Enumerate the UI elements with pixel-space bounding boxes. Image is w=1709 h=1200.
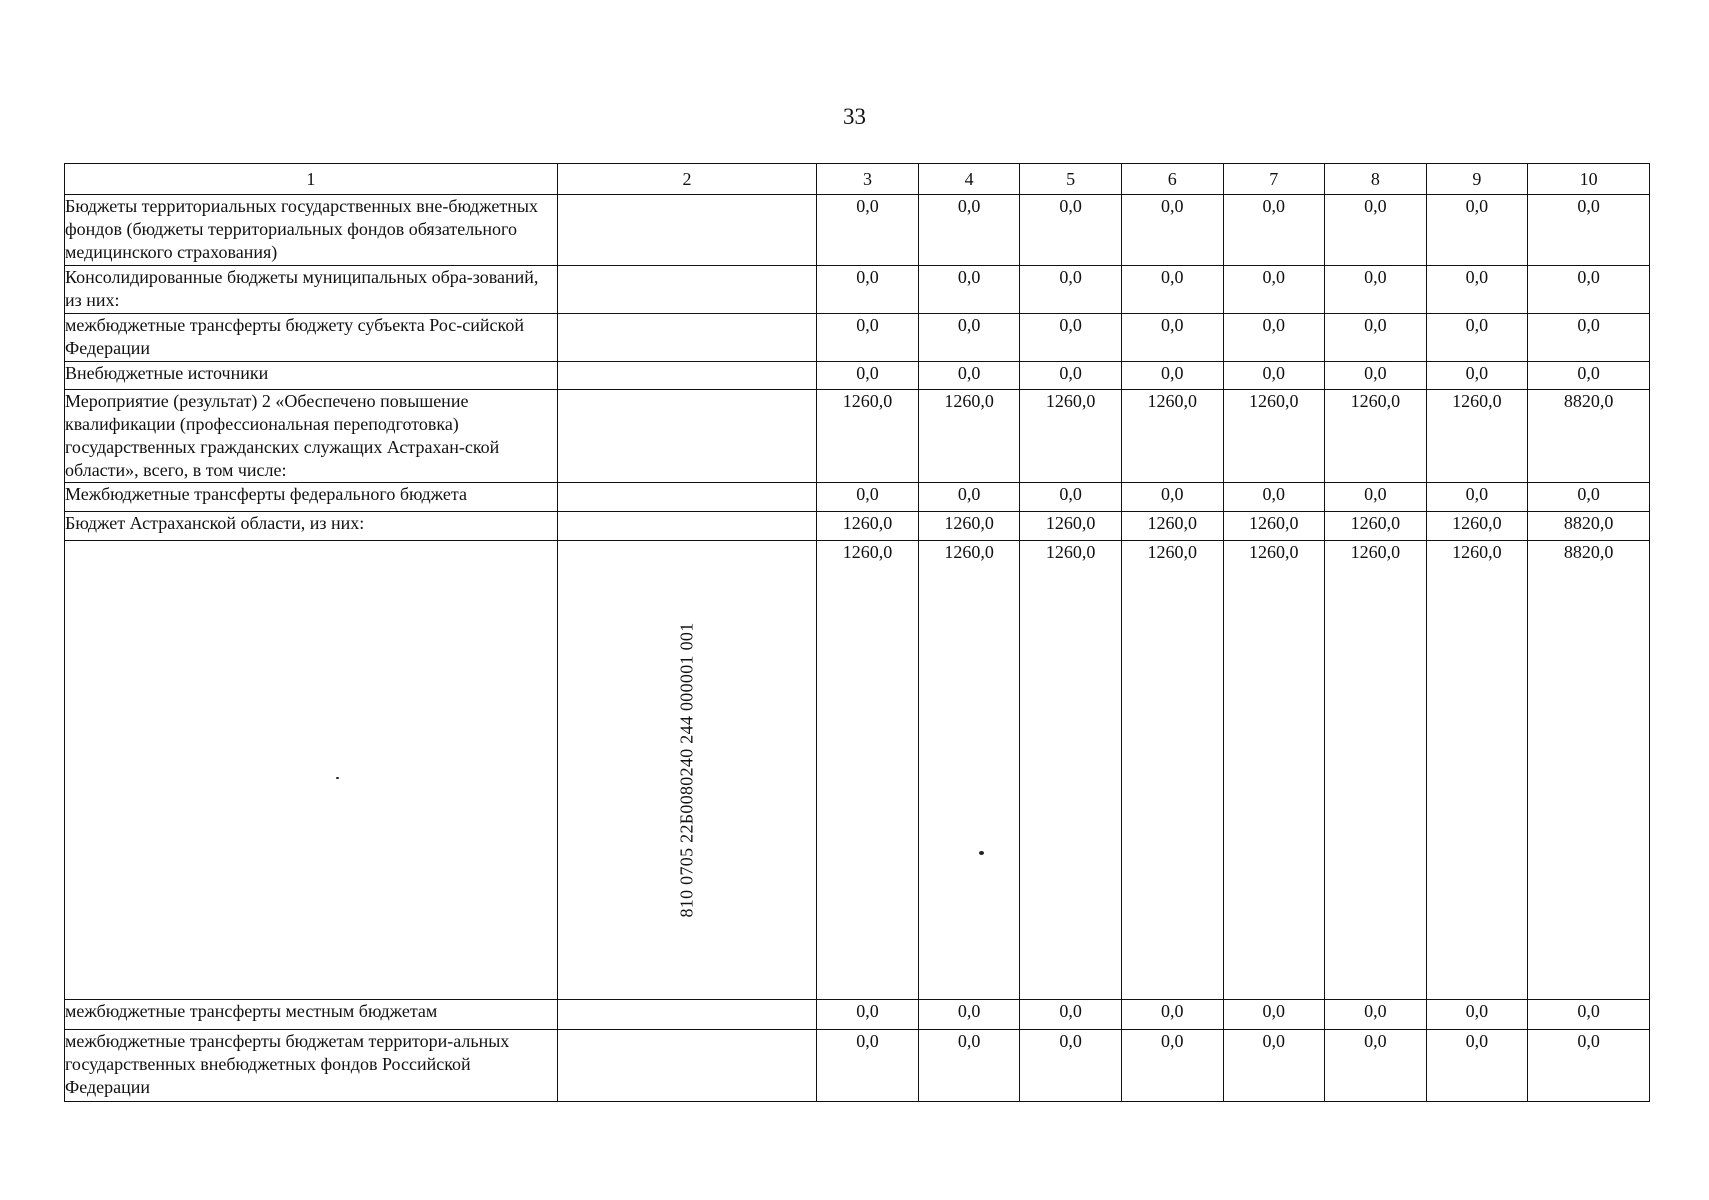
budget-classification-code: 810 0705 22Б0080240 244 000001 001 bbox=[676, 622, 697, 918]
budget-code-cell bbox=[557, 266, 816, 314]
value-cell: 0,0 bbox=[1020, 1030, 1122, 1102]
value-cell: 0,0 bbox=[1528, 483, 1650, 512]
row-label: Мероприятие (результат) 2 «Обеспечено повышение квалификации (профессиональная переподготовка) государственных гражданских служащих Астрахан-ской области», всего, в том числе: bbox=[65, 390, 558, 483]
scan-speck bbox=[979, 851, 984, 855]
value-cell: 0,0 bbox=[1223, 362, 1325, 390]
value-cell: 1260,0 bbox=[918, 512, 1020, 541]
row-label: Консолидированные бюджеты муниципальных обра-зований, из них: bbox=[65, 266, 558, 314]
value-cell: 1260,0 bbox=[1223, 512, 1325, 541]
value-cell: 0,0 bbox=[1528, 362, 1650, 390]
row-label: межбюджетные трансферты бюджету субъекта Рос-сийской Федерации bbox=[65, 314, 558, 362]
value-cell: 0,0 bbox=[1020, 314, 1122, 362]
value-cell: 1260,0 bbox=[1121, 512, 1223, 541]
value-cell: 0,0 bbox=[918, 362, 1020, 390]
table-row bbox=[65, 512, 1650, 541]
budget-code-cell bbox=[557, 314, 816, 362]
value-cell: 0,0 bbox=[1528, 266, 1650, 314]
table-row bbox=[65, 1030, 1650, 1102]
value-cell: 1260,0 bbox=[918, 390, 1020, 483]
column-header: 9 bbox=[1426, 164, 1528, 195]
scan-speck bbox=[336, 777, 339, 779]
value-cell: 0,0 bbox=[918, 1000, 1020, 1030]
value-cell: 0,0 bbox=[817, 1030, 919, 1102]
value-cell: 0,0 bbox=[1020, 1000, 1122, 1030]
value-cell: 0,0 bbox=[918, 195, 1020, 266]
row-label: Бюджет Астраханской области, из них: bbox=[65, 512, 558, 541]
budget-code-cell bbox=[557, 483, 816, 512]
value-cell: 0,0 bbox=[1325, 1030, 1427, 1102]
value-cell: 0,0 bbox=[1528, 1000, 1650, 1030]
value-cell: 1260,0 bbox=[1426, 512, 1528, 541]
column-header: 7 bbox=[1223, 164, 1325, 195]
value-cell: 0,0 bbox=[1223, 483, 1325, 512]
value-cell: 8820,0 bbox=[1528, 390, 1650, 483]
value-cell: 0,0 bbox=[1020, 266, 1122, 314]
column-number-row bbox=[65, 164, 1650, 195]
value-cell: 0,0 bbox=[1223, 195, 1325, 266]
value-cell: 0,0 bbox=[1223, 266, 1325, 314]
column-header: 1 bbox=[65, 164, 558, 195]
table-row bbox=[65, 390, 1650, 483]
value-cell: 0,0 bbox=[1426, 195, 1528, 266]
value-cell: 0,0 bbox=[817, 1000, 919, 1030]
value-cell: 0,0 bbox=[817, 314, 919, 362]
value-cell: 1260,0 bbox=[1325, 541, 1427, 1000]
budget-code-cell bbox=[557, 362, 816, 390]
value-cell: 1260,0 bbox=[1325, 512, 1427, 541]
value-cell: 0,0 bbox=[817, 266, 919, 314]
value-cell: 1260,0 bbox=[1426, 541, 1528, 1000]
column-header: 8 bbox=[1325, 164, 1427, 195]
value-cell: 0,0 bbox=[1325, 314, 1427, 362]
budget-code-cell bbox=[557, 512, 816, 541]
budget-code-cell bbox=[557, 195, 816, 266]
value-cell: 0,0 bbox=[1426, 483, 1528, 512]
value-cell: 0,0 bbox=[1528, 314, 1650, 362]
table-row bbox=[65, 266, 1650, 314]
value-cell: 0,0 bbox=[1121, 1030, 1223, 1102]
value-cell: 0,0 bbox=[1325, 195, 1427, 266]
value-cell: 0,0 bbox=[1325, 483, 1427, 512]
value-cell: 0,0 bbox=[1121, 362, 1223, 390]
value-cell: 0,0 bbox=[1426, 266, 1528, 314]
value-cell: 0,0 bbox=[817, 483, 919, 512]
value-cell: 1260,0 bbox=[817, 512, 919, 541]
value-cell: 0,0 bbox=[1223, 1030, 1325, 1102]
value-cell: 0,0 bbox=[1020, 483, 1122, 512]
budget-code-cell bbox=[557, 390, 816, 483]
value-cell: 0,0 bbox=[1121, 266, 1223, 314]
value-cell: 0,0 bbox=[1020, 362, 1122, 390]
column-header: 6 bbox=[1121, 164, 1223, 195]
value-cell: 0,0 bbox=[817, 195, 919, 266]
value-cell: 1260,0 bbox=[1020, 390, 1122, 483]
value-cell: 8820,0 bbox=[1528, 512, 1650, 541]
value-cell: 1260,0 bbox=[1223, 541, 1325, 1000]
value-cell: 1260,0 bbox=[1121, 390, 1223, 483]
value-cell: 0,0 bbox=[817, 362, 919, 390]
value-cell: 1260,0 bbox=[1325, 390, 1427, 483]
value-cell: 0,0 bbox=[1426, 314, 1528, 362]
table-row bbox=[65, 314, 1650, 362]
value-cell: 8820,0 bbox=[1528, 541, 1650, 1000]
row-label: межбюджетные трансферты местным бюджетам bbox=[65, 1000, 558, 1030]
budget-code-cell bbox=[557, 541, 816, 1000]
value-cell: 1260,0 bbox=[1020, 512, 1122, 541]
value-cell: 0,0 bbox=[1121, 314, 1223, 362]
value-cell: 0,0 bbox=[918, 314, 1020, 362]
value-cell: 1260,0 bbox=[817, 541, 919, 1000]
column-header: 4 bbox=[918, 164, 1020, 195]
table-row bbox=[65, 362, 1650, 390]
value-cell: 0,0 bbox=[918, 483, 1020, 512]
value-cell: 0,0 bbox=[1121, 195, 1223, 266]
budget-code-cell bbox=[557, 1000, 816, 1030]
value-cell: 0,0 bbox=[1325, 1000, 1427, 1030]
column-header: 2 bbox=[557, 164, 816, 195]
table-row bbox=[65, 1000, 1650, 1030]
value-cell: 0,0 bbox=[918, 266, 1020, 314]
column-header: 5 bbox=[1020, 164, 1122, 195]
value-cell: 0,0 bbox=[1426, 1030, 1528, 1102]
value-cell: 1260,0 bbox=[1426, 390, 1528, 483]
budget-code-cell bbox=[557, 1030, 816, 1102]
value-cell: 0,0 bbox=[1121, 483, 1223, 512]
value-cell: 0,0 bbox=[1223, 1000, 1325, 1030]
column-header: 3 bbox=[817, 164, 919, 195]
value-cell: 0,0 bbox=[1121, 1000, 1223, 1030]
value-cell: 0,0 bbox=[1223, 314, 1325, 362]
value-cell: 0,0 bbox=[1426, 1000, 1528, 1030]
value-cell: 1260,0 bbox=[1020, 541, 1122, 1000]
table-row bbox=[65, 483, 1650, 512]
value-cell: 0,0 bbox=[918, 1030, 1020, 1102]
row-label: Бюджеты территориальных государственных вне-бюджетных фондов (бюджеты территориальных фондов обязательного медицинского страхования) bbox=[65, 195, 558, 266]
budget-table bbox=[64, 163, 1650, 1102]
row-label: Межбюджетные трансферты федерального бюджета bbox=[65, 483, 558, 512]
value-cell: 0,0 bbox=[1528, 195, 1650, 266]
table-row bbox=[65, 541, 1650, 1000]
column-header: 10 bbox=[1528, 164, 1650, 195]
value-cell: 0,0 bbox=[1426, 362, 1528, 390]
value-cell: 0,0 bbox=[1020, 195, 1122, 266]
value-cell: 0,0 bbox=[1325, 266, 1427, 314]
table-row bbox=[65, 195, 1650, 266]
value-cell: 1260,0 bbox=[817, 390, 919, 483]
row-label: Внебюджетные источники bbox=[65, 362, 558, 390]
value-cell: 0,0 bbox=[1325, 362, 1427, 390]
page-number: 33 bbox=[843, 104, 866, 129]
row-label bbox=[65, 541, 558, 1000]
value-cell: 0,0 bbox=[1528, 1030, 1650, 1102]
value-cell: 1260,0 bbox=[1223, 390, 1325, 483]
value-cell: 1260,0 bbox=[918, 541, 1020, 1000]
row-label: межбюджетные трансферты бюджетам территори-альных государственных внебюджетных фондов Российской Федерации bbox=[65, 1030, 558, 1102]
value-cell: 1260,0 bbox=[1121, 541, 1223, 1000]
